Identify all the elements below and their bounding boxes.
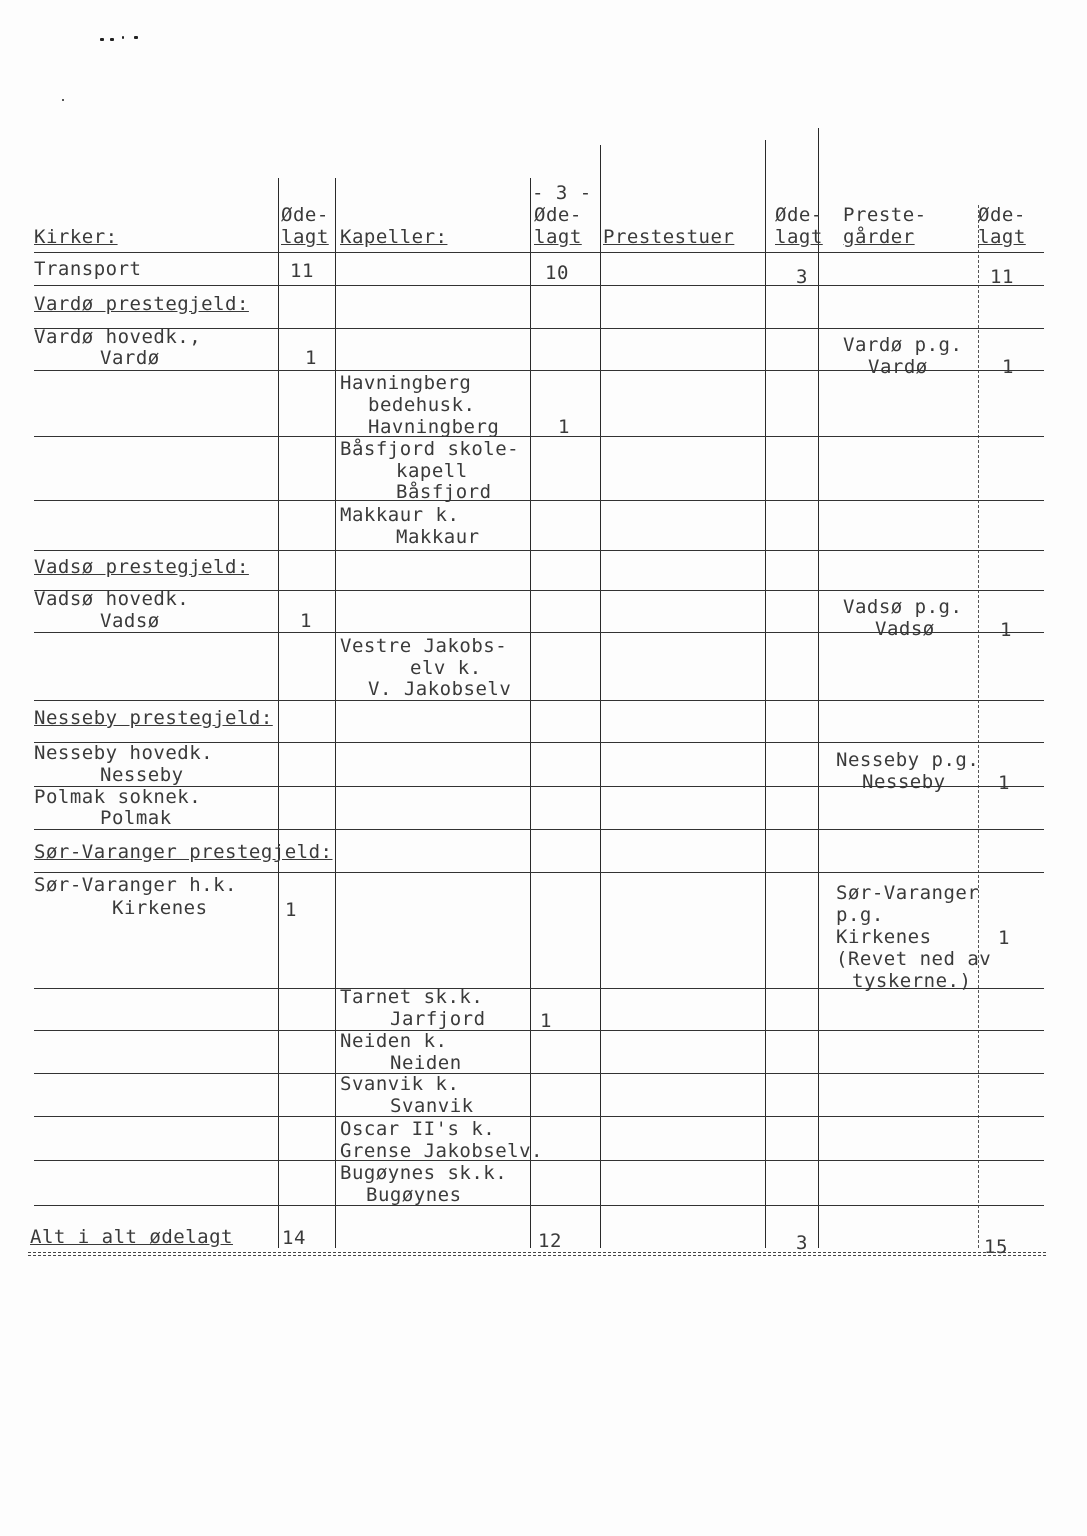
- vardo-title: Vardø prestegjeld:: [34, 293, 249, 315]
- vardo-chap2-c: Båsfjord: [396, 481, 492, 503]
- vardo-chap2-a: Båsfjord skole-: [340, 438, 520, 460]
- row-rule: [34, 1073, 1044, 1074]
- row-rule: [34, 285, 1044, 286]
- vadso-chap1-b: elv k.: [410, 657, 482, 679]
- row-rule: [34, 550, 1044, 551]
- header-prestestuer: Prestestuer: [603, 226, 735, 248]
- sor-varanger-chap4-b: Grense Jakobselv.: [340, 1140, 543, 1162]
- column-line: [600, 145, 601, 1248]
- vadso-church-b: Vadsø: [100, 610, 160, 632]
- sor-varanger-pg-count: 1: [998, 927, 1010, 949]
- ink-mark: [110, 38, 114, 41]
- sor-varanger-chap1-b: Jarfjord: [390, 1008, 486, 1030]
- total-c3: 3: [796, 1232, 808, 1254]
- vardo-chap1-a: Havningberg: [340, 372, 472, 394]
- nesseby-title: Nesseby prestegjeld:: [34, 707, 273, 729]
- column-line: [530, 178, 531, 1248]
- ink-mark: [134, 36, 138, 39]
- sor-varanger-pg-a: Sør-Varanger: [836, 882, 980, 904]
- nesseby-church1-a: Nesseby hovedk.: [34, 742, 214, 764]
- row-rule: [34, 700, 1044, 701]
- row-rule: [34, 988, 1044, 989]
- header-odelagt-3b: lagt: [775, 226, 823, 248]
- vadso-chap1-a: Vestre Jakobs-: [340, 635, 508, 657]
- sor-varanger-pg-note-b: tyskerne.): [852, 970, 972, 992]
- vadso-church-a: Vadsø hovedk.: [34, 588, 190, 610]
- total-c4: 15: [984, 1236, 1008, 1258]
- vardo-church-a: Vardø hovedk.,: [34, 326, 202, 348]
- column-line: [278, 178, 279, 1248]
- sor-varanger-chap2-b: Neiden: [390, 1052, 462, 1074]
- vardo-church-b: Vardø: [100, 347, 160, 369]
- vardo-chap1-b: bedehusk.: [368, 394, 476, 416]
- column-line: [978, 205, 979, 1248]
- nesseby-church1-b: Nesseby: [100, 764, 184, 786]
- vadso-pg-b: Vadsø: [875, 618, 935, 640]
- column-line: [335, 178, 336, 1248]
- header-odelagt-2b: lagt: [534, 226, 582, 248]
- nesseby-pg-count: 1: [998, 772, 1010, 794]
- sor-varanger-church-count: 1: [285, 899, 297, 921]
- column-line: [765, 140, 766, 1248]
- header-odelagt-2a: Øde-: [534, 204, 582, 226]
- header-rule: [34, 252, 1044, 253]
- sor-varanger-chap5-b: Bugøynes: [366, 1184, 462, 1206]
- vardo-chap2-b: kapell: [396, 460, 468, 482]
- sor-varanger-chap3-b: Svanvik: [390, 1095, 474, 1117]
- row-rule: [34, 436, 1044, 437]
- transport-label: Transport: [34, 258, 142, 280]
- sor-varanger-chap1-count: 1: [540, 1010, 552, 1032]
- row-rule: [34, 1030, 1044, 1031]
- sor-varanger-chap2-a: Neiden k.: [340, 1030, 448, 1052]
- vardo-pg-a: Vardø p.g.: [843, 334, 963, 356]
- nesseby-church2-a: Polmak soknek.: [34, 786, 202, 808]
- vardo-church-count: 1: [305, 347, 317, 369]
- row-rule: [34, 829, 1044, 830]
- nesseby-pg-b: Nesseby: [862, 771, 946, 793]
- total-label: Alt i alt ødelagt: [30, 1226, 233, 1248]
- row-rule: [34, 1160, 1044, 1161]
- nesseby-church2-b: Polmak: [100, 807, 172, 829]
- header-prestegarder-a: Preste-: [843, 204, 927, 226]
- transport-c3: 3: [796, 266, 808, 288]
- sor-varanger-chap5-a: Bugøynes sk.k.: [340, 1162, 508, 1184]
- transport-c4: 11: [990, 266, 1014, 288]
- vardo-pg-count: 1: [1002, 356, 1014, 378]
- header-kirker: Kirker:: [34, 226, 118, 248]
- vardo-chap1-count: 1: [558, 416, 570, 438]
- vadso-chap1-c: V. Jakobselv: [368, 678, 512, 700]
- header-kapeller: Kapeller:: [340, 226, 448, 248]
- transport-c1: 11: [290, 260, 314, 282]
- column-line: [818, 128, 819, 1248]
- sor-varanger-pg-c: Kirkenes: [836, 926, 932, 948]
- sor-varanger-chap3-a: Svanvik k.: [340, 1073, 460, 1095]
- vadso-pg-a: Vadsø p.g.: [843, 596, 963, 618]
- sor-varanger-title: Sør-Varanger prestegjeld:: [34, 841, 333, 863]
- section-rule: [34, 872, 1044, 873]
- row-rule: [34, 370, 1044, 371]
- transport-c2: 10: [545, 262, 569, 284]
- row-rule: [34, 500, 1044, 501]
- header-prestegarder-b: gårder: [843, 226, 915, 248]
- ink-mark: [122, 36, 124, 39]
- header-odelagt-1b: lagt: [281, 226, 329, 248]
- vadso-pg-count: 1: [1000, 619, 1012, 641]
- sor-varanger-chap1-a: Tarnet sk.k.: [340, 986, 484, 1008]
- total-c1: 14: [282, 1227, 306, 1249]
- sor-varanger-church-b: Kirkenes: [112, 897, 208, 919]
- header-odelagt-3a: Øde-: [775, 204, 823, 226]
- sor-varanger-pg-note-a: (Revet ned av: [836, 948, 992, 970]
- row-rule: [34, 1116, 1044, 1117]
- page-number: - 3 -: [532, 182, 592, 204]
- header-odelagt-4a: Øde-: [978, 204, 1026, 226]
- row-rule: [34, 1205, 1044, 1206]
- vardo-chap3-b: Makkaur: [396, 526, 480, 548]
- header-odelagt-4b: lagt: [978, 226, 1026, 248]
- ink-mark: [62, 99, 64, 101]
- nesseby-pg-a: Nesseby p.g.: [836, 749, 980, 771]
- row-rule: [34, 632, 1044, 633]
- vardo-chap1-c: Havningberg: [368, 416, 500, 438]
- sor-varanger-chap4-a: Oscar II's k.: [340, 1118, 496, 1140]
- vardo-pg-b: Vardø: [868, 356, 928, 378]
- total-c2: 12: [538, 1230, 562, 1252]
- sor-varanger-pg-b: p.g.: [836, 904, 884, 926]
- ink-mark: [100, 38, 104, 41]
- header-odelagt-1a: Øde-: [281, 204, 329, 226]
- vadso-church-count: 1: [300, 610, 312, 632]
- total-double-rule: [28, 1252, 1046, 1256]
- sor-varanger-church-a: Sør-Varanger h.k.: [34, 874, 237, 896]
- vardo-chap3-a: Makkaur k.: [340, 504, 460, 526]
- vadso-title: Vadsø prestegjeld:: [34, 556, 249, 578]
